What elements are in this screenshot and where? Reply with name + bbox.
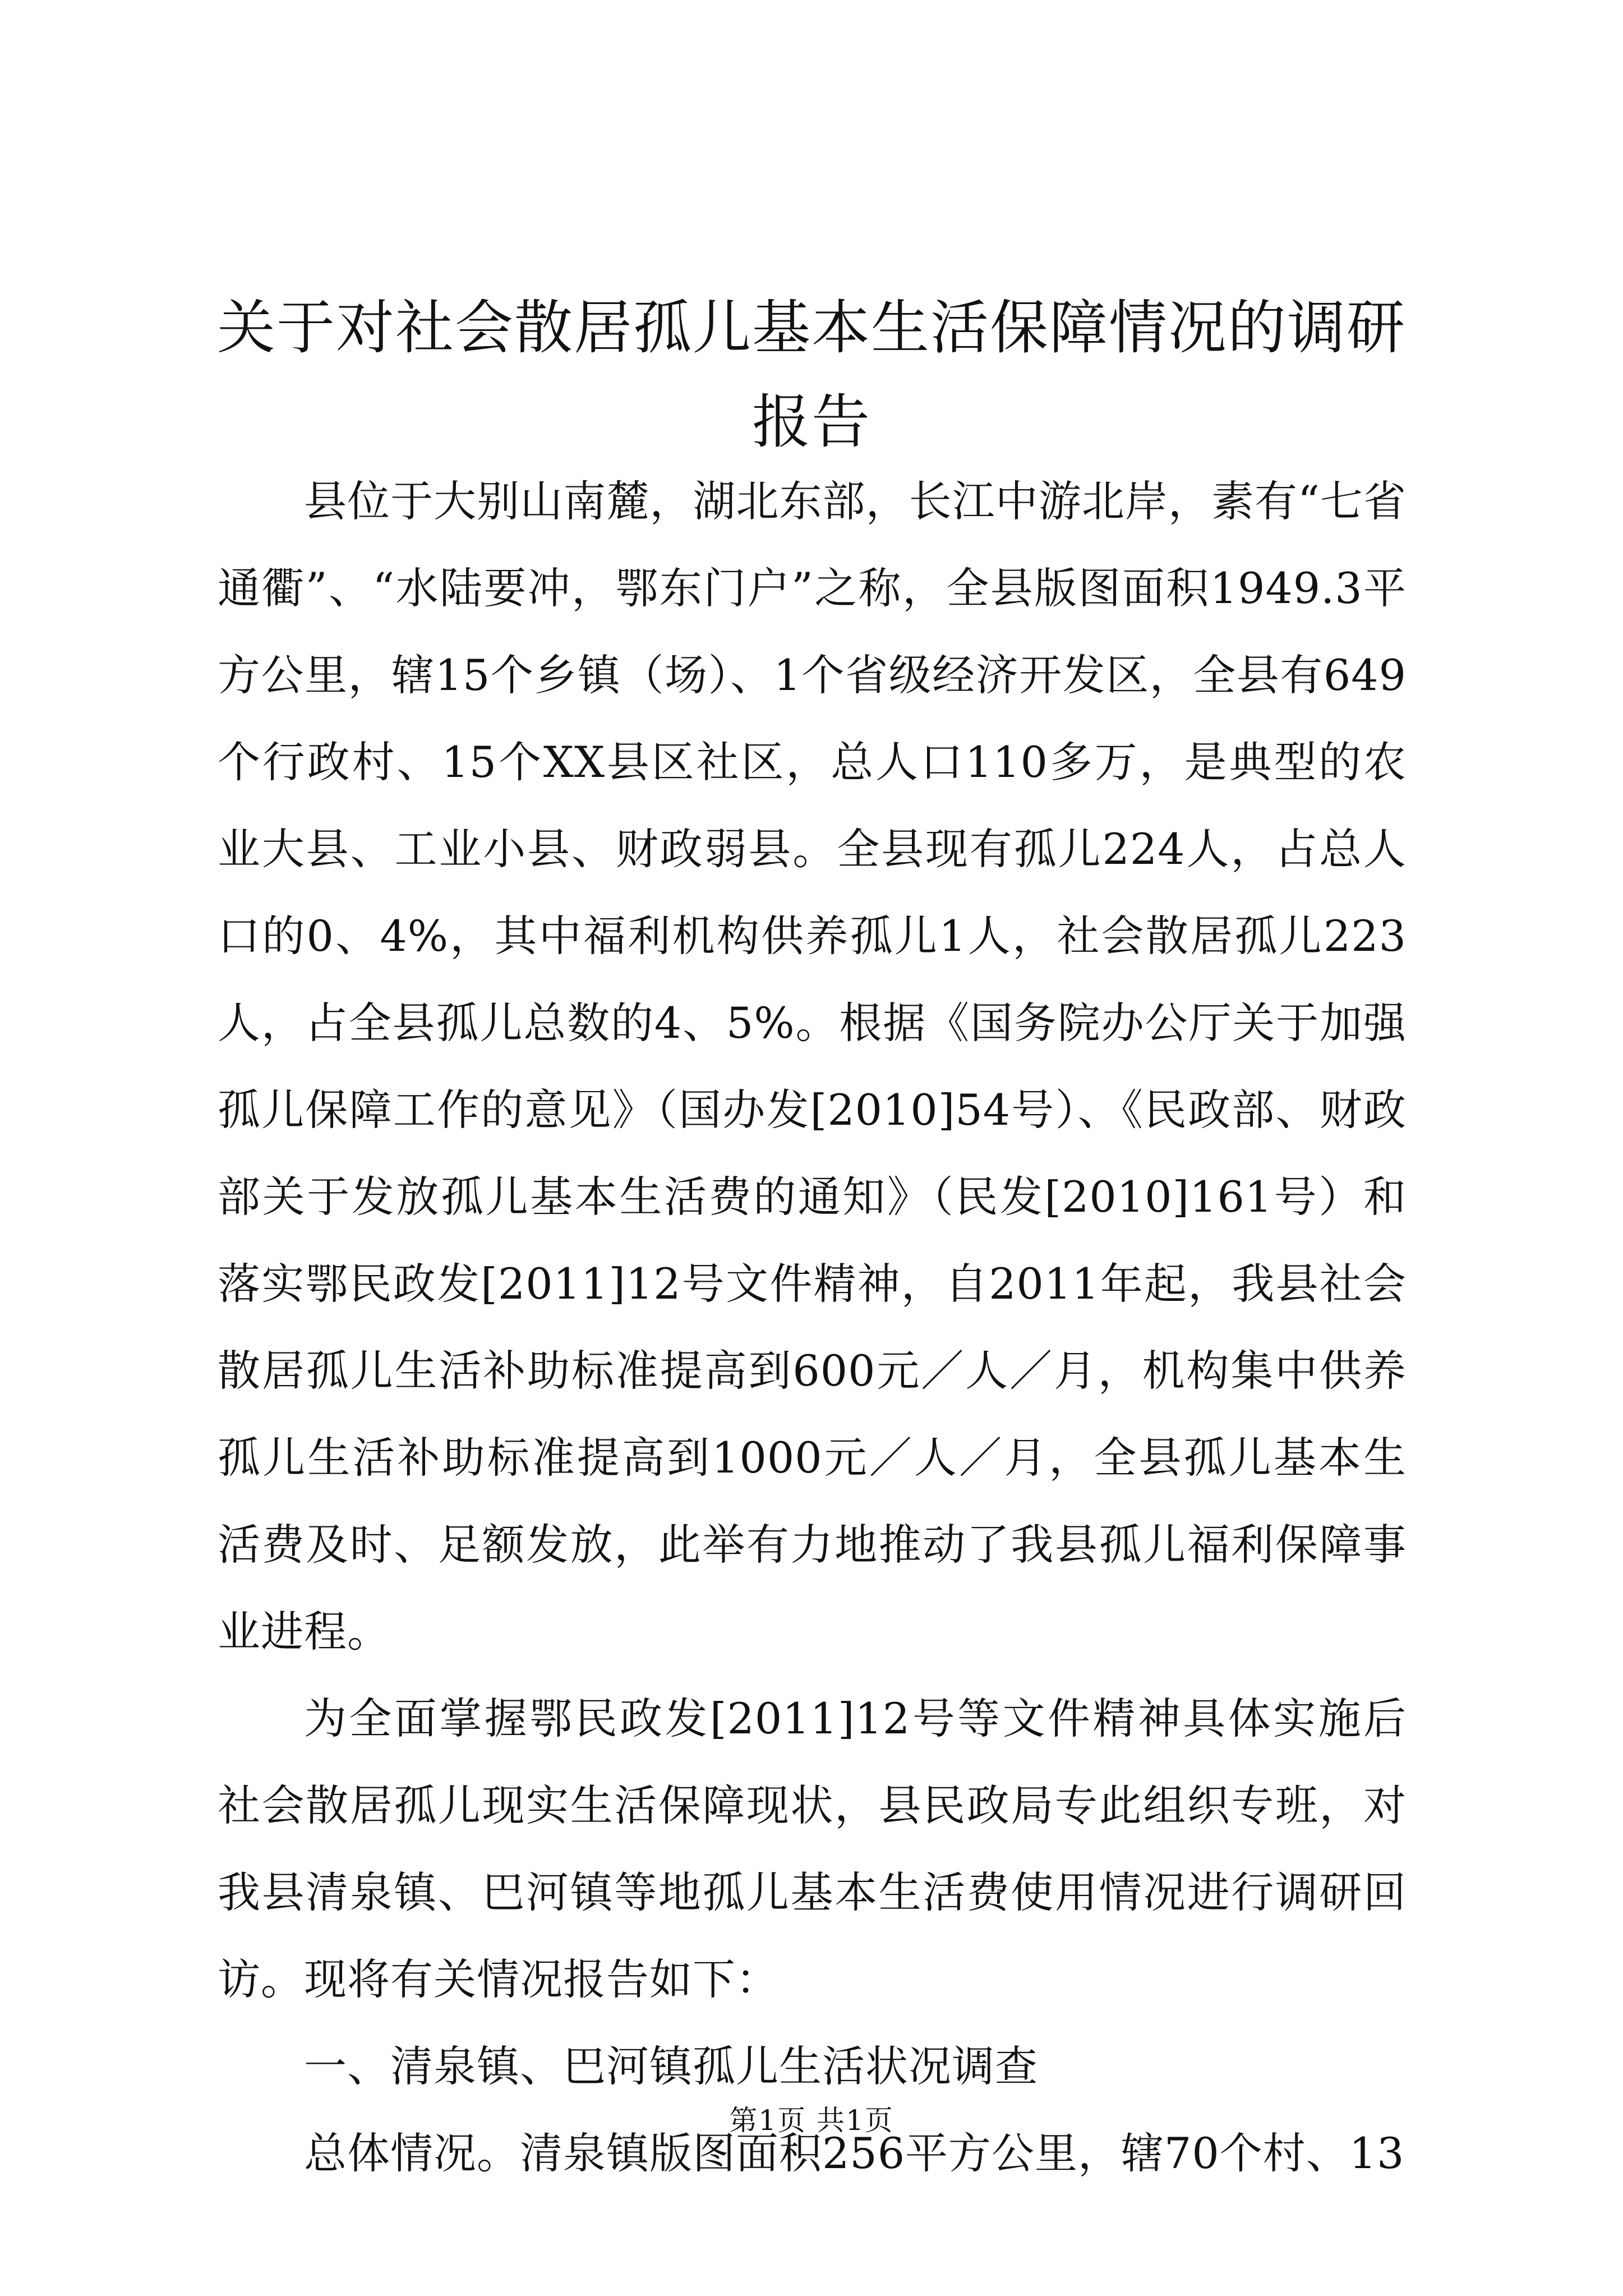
section-heading: 一、清泉镇、巴河镇孤儿生活状况调查 (304, 2041, 1038, 2091)
document-title: 关于对社会散居孤儿基本生活保障情况的调研报告 (216, 293, 1406, 456)
page-footer: 第1页 共1页 (729, 2104, 894, 2137)
document-body (218, 458, 1407, 2197)
paragraph-survey-purpose: 为全面掌握鄂民政发[2011]12号等文件精神具体实施后社会散居孤儿现实生活保障现状，县民政局专此组织专班，对我县清泉镇、巴河镇等地孤儿基本生活费使用情况进行调研回访。现将有关情况报告如下： (218, 1694, 1407, 2004)
paragraph-overall-situation: 总体情况。清泉镇版图面积256平方公里，辖70个村、13 (304, 2128, 1405, 2178)
paragraph-county-overview: 县位于大别山南麓，湖北东部，长江中游北岸，素有“七省通衢”、“水陆要冲，鄂东门户”之称，全县版图面积1949.3平方公里，辖15个乡镇（场）、1个省级经济开发区，全县有649个行政村、15个XX县区社区，总人口110多万，是典型的农业大县、工业小县、财政弱县。全县现有孤儿224人，占总人口的0、4%，其中福利机构供养孤儿1人，社会散居孤儿223人，占全县孤儿总数的4、5%。根据《国务院办公厅关于加强孤儿保障工作的意见》（国办发[2010]54号）、《民政部、财政部关于发放孤儿基本生活费的通知》（民发[2010]161号）和落实鄂民政发[2011]12号文件精神，自2011年起，我县社会散居孤儿生活补助标准提高到600元／人／月，机构集中供养孤儿生活补助标准提高到1000元／人／月，全县孤儿基本生活费及时、足额发放，此举有力地推动了我县孤儿福利保障事业进程。 (218, 476, 1407, 1657)
